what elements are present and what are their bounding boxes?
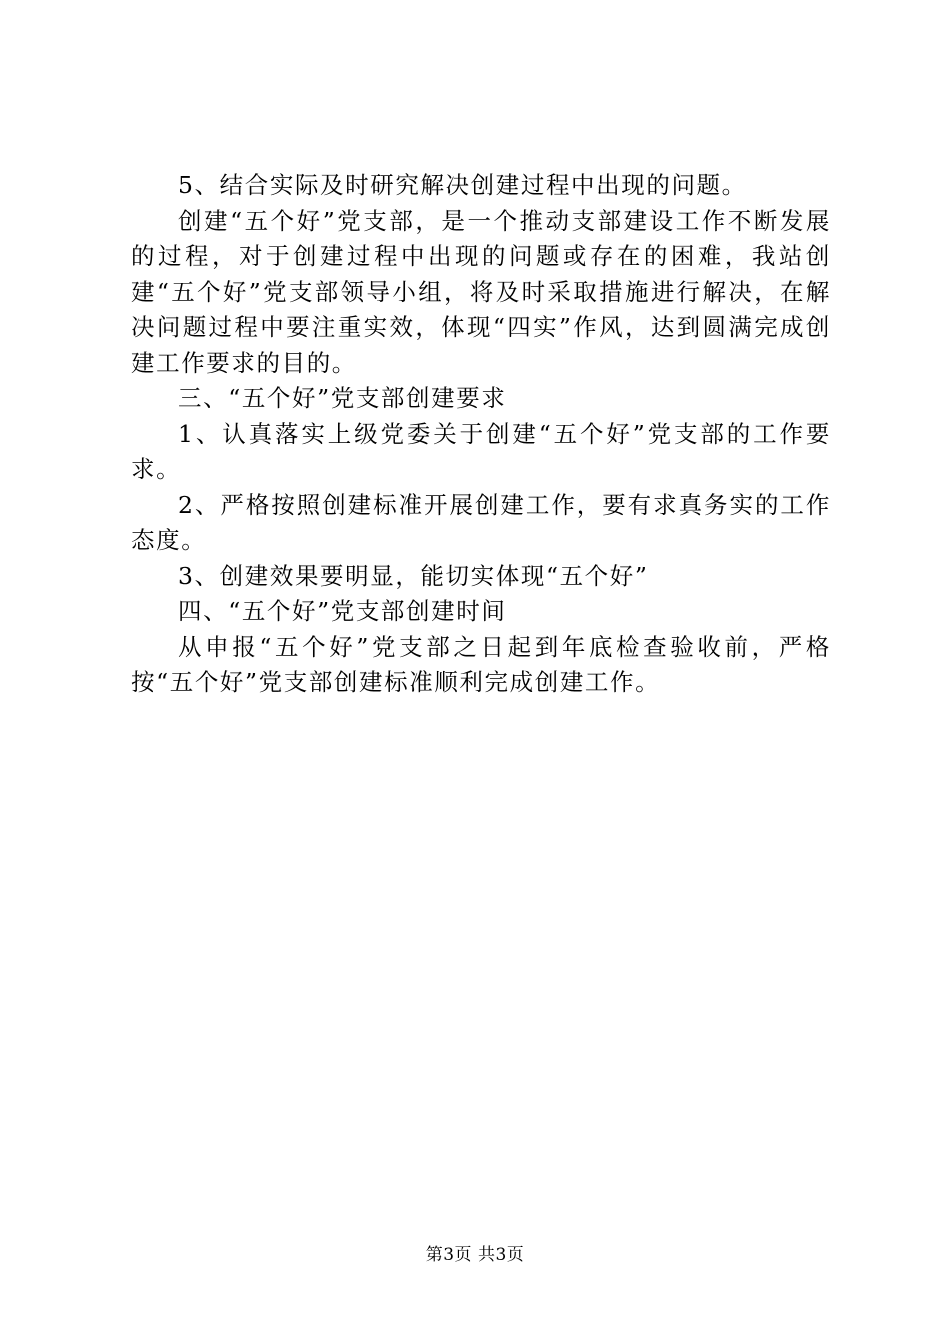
paragraph-requirement-2: 2、严格按照创建标准开展创建工作，要有求真务实的工作态度。 bbox=[131, 490, 831, 554]
paragraph-requirement-3: 3、创建效果要明显，能切实体现“五个好” bbox=[178, 561, 649, 590]
section-heading-requirements: 三、“五个好”党支部创建要求 bbox=[178, 384, 507, 412]
paragraph-problem-solving: 创建“五个好”党支部，是一个推动支部建设工作不断发展的过程，对于创建过程中出现的问题或存在的困难，我站创建“五个好”党支部领导小组，将及时采取措施进行解决，在解决问题过程中要注重实效，体现“四实”作风，达到圆满完成创建工作要求的目的。 bbox=[131, 206, 831, 377]
document-body bbox=[131, 168, 831, 701]
section-heading-timeline: 四、“五个好”党支部创建时间 bbox=[178, 597, 507, 625]
paragraph-item-5: 5、结合实际及时研究解决创建过程中出现的问题。 bbox=[178, 171, 747, 199]
paragraph-timeline: 从申报“五个好”党支部之日起到年底检查验收前，严格按“五个好”党支部创建标准顺利完成创建工作。 bbox=[131, 632, 831, 696]
paragraph-requirement-1: 1、认真落实上级党委关于创建“五个好”党支部的工作要求。 bbox=[131, 419, 831, 483]
page-number-footer: 第3页 共3页 bbox=[425, 1245, 525, 1265]
